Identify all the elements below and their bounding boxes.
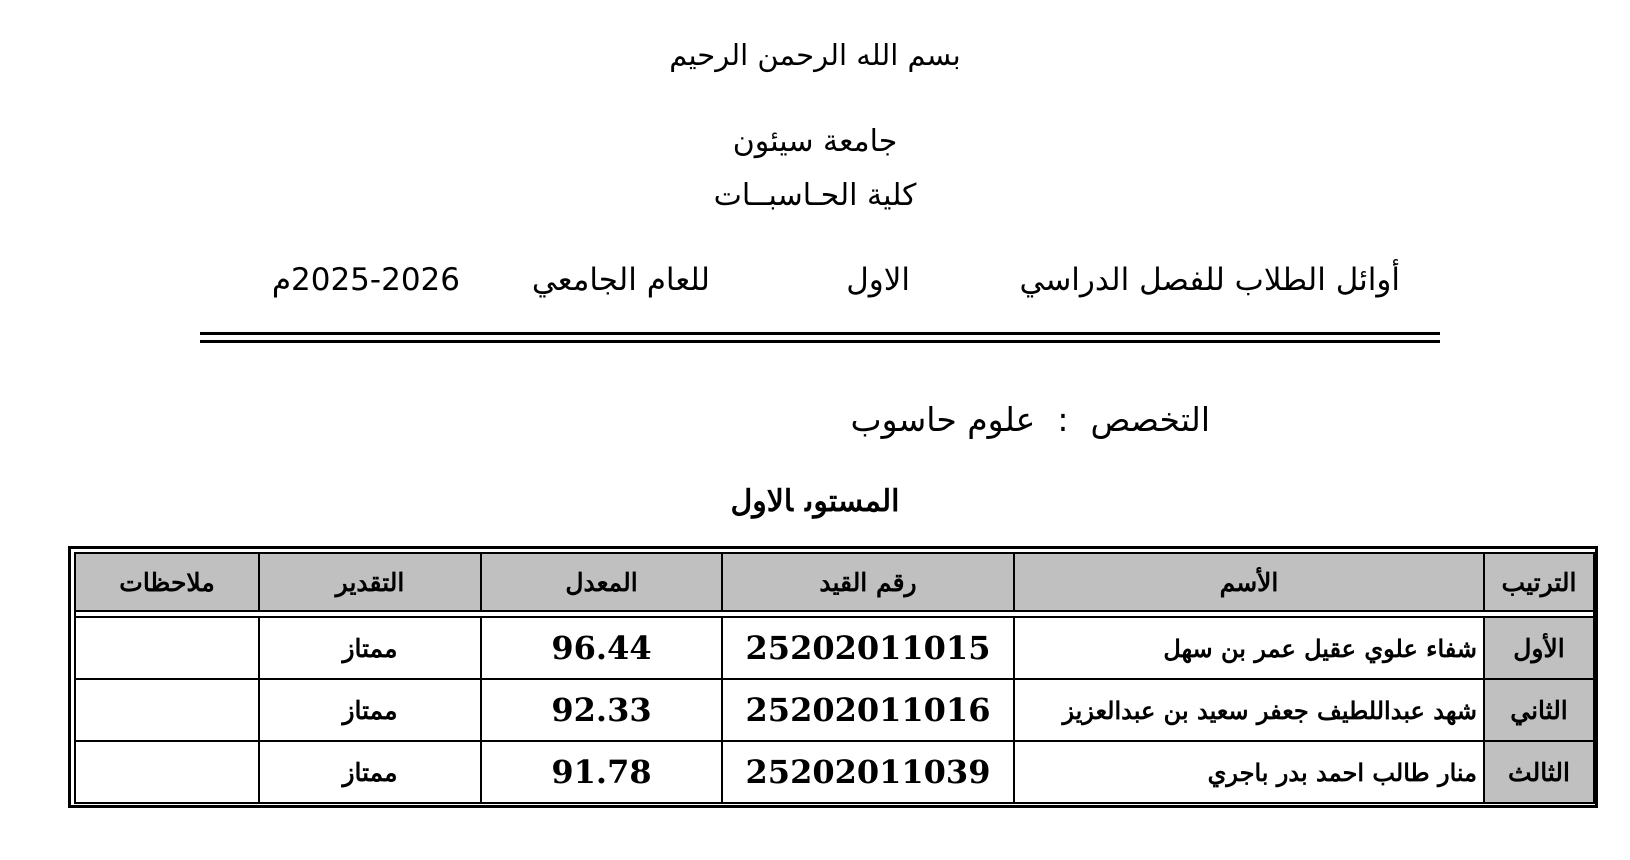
cell-grade: ممتاز xyxy=(259,741,481,803)
cell-name: شهد عبداللطيف جعفر سعيد بن عبدالعزيز xyxy=(1014,679,1484,741)
table-row xyxy=(75,741,1594,803)
header-grade: التقدير xyxy=(259,553,481,611)
header-id: رقم القيد xyxy=(722,553,1014,611)
cell-gpa: 92.33 xyxy=(481,679,722,741)
cell-notes xyxy=(75,617,259,679)
cell-gpa: 96.44 xyxy=(481,617,722,679)
major-value: علوم حاسوب xyxy=(850,400,1036,439)
header-rank: الترتيب xyxy=(1484,553,1594,611)
level-value: الاول xyxy=(730,484,794,519)
cell-grade: ممتاز xyxy=(259,679,481,741)
header-notes: ملاحظات xyxy=(75,553,259,611)
header-name: الأسم xyxy=(1014,553,1484,611)
college-name: كلية الحـاسبــات xyxy=(713,178,917,213)
cell-grade: ممتاز xyxy=(259,617,481,679)
cell-id: 25202011016 xyxy=(722,679,1014,741)
level-line xyxy=(0,484,1630,519)
top-students-table xyxy=(74,552,1595,804)
cell-rank: الثالث xyxy=(1484,741,1594,803)
cell-id: 25202011015 xyxy=(722,617,1014,679)
table-row xyxy=(75,679,1594,741)
cell-name: منار طالب احمد بدر باجري xyxy=(1014,741,1484,803)
cell-notes xyxy=(75,741,259,803)
major-line xyxy=(851,400,1210,439)
academic-year: 2025-2026م xyxy=(271,262,460,298)
year-label: للعام الجامعي xyxy=(531,262,710,298)
cell-name: شفاء علوي عقيل عمر بن سهل xyxy=(1014,617,1484,679)
cell-id: 25202011039 xyxy=(722,741,1014,803)
major-separator: : xyxy=(1057,400,1069,439)
major-label: التخصص xyxy=(1090,400,1210,439)
table-header-row xyxy=(75,553,1594,611)
double-rule-bottom xyxy=(200,340,1440,343)
semester-label: أوائل الطلاب للفصل الدراسي xyxy=(1019,262,1400,298)
basmala: بسم الله الرحمن الرحيم xyxy=(669,38,961,72)
semester-value: الاول xyxy=(846,262,910,298)
cell-gpa: 91.78 xyxy=(481,741,722,803)
university-name: جامعة سيئون xyxy=(732,124,898,159)
table-row xyxy=(75,617,1594,679)
cell-rank: الثاني xyxy=(1484,679,1594,741)
top-students-table-frame xyxy=(68,546,1598,808)
double-rule-top xyxy=(200,332,1440,335)
cell-rank: الأول xyxy=(1484,617,1594,679)
cell-notes xyxy=(75,679,259,741)
level-label: المستوى xyxy=(805,484,900,519)
header-gpa: المعدل xyxy=(481,553,722,611)
